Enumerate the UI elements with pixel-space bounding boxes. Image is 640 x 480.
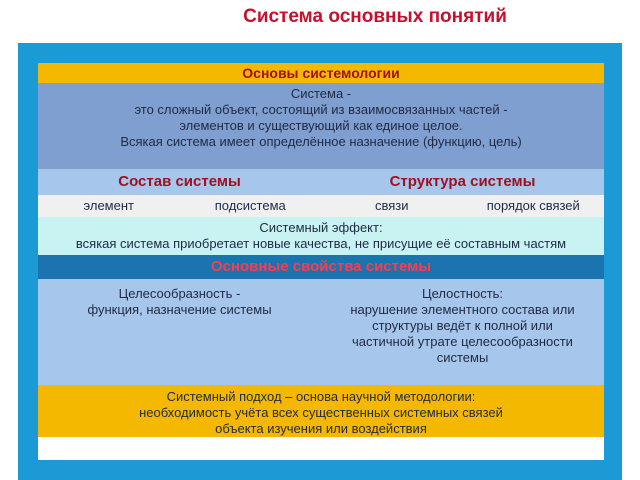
terms-row: [38, 195, 604, 217]
approach-line: Системный подход – основа научной методологии:: [166, 389, 476, 404]
integrity-line: структуры ведёт к полной или: [372, 318, 553, 333]
term-link-order: порядок связей: [486, 198, 580, 213]
effect-line: всякая система приобретает новые качества, не присущие её составным частям: [75, 236, 567, 251]
integrity-line: системы: [436, 350, 489, 365]
purposefulness-line: Целесообразность -: [118, 286, 241, 301]
table-footer-blank: [38, 437, 604, 460]
integrity-line: частичной утрате целесообразности: [352, 334, 573, 349]
properties-heading: Основные свойства системы: [38, 255, 604, 279]
purposefulness-line: функция, назначение системы: [87, 302, 272, 317]
structure-heading: Структура системы: [389, 173, 536, 190]
effect-line: Системный эффект:: [259, 220, 383, 235]
term-links: связи: [374, 198, 409, 213]
integrity-line: нарушение элементного состава или: [350, 302, 575, 317]
properties-row: [38, 279, 604, 385]
definition-line: элементов и существующий как единое целое.: [179, 118, 463, 133]
system-definition: [38, 83, 604, 169]
system-effect: [38, 217, 604, 255]
term-element: элемент: [83, 198, 134, 213]
system-approach: [38, 385, 604, 437]
integrity-cell: [321, 286, 604, 385]
column-headers: [38, 169, 604, 195]
term-subsystem: подсистема: [214, 198, 286, 213]
approach-line: объекта изучения или воздействия: [215, 421, 427, 436]
purposefulness-cell: [38, 286, 321, 385]
definition-line: Система -: [290, 86, 352, 101]
definition-line: Всякая система имеет определённое назначение (функцию, цель): [120, 134, 522, 149]
table-header: Основы системологии: [38, 63, 604, 83]
definition-line: это сложный объект, состоящий из взаимосвязанных частей -: [134, 102, 508, 117]
approach-line: необходимость учёта всех существенных системных связей: [139, 405, 503, 420]
concept-table: [38, 63, 604, 460]
page-title: Система основных понятий: [243, 6, 507, 27]
integrity-line: Целостность:: [421, 286, 504, 301]
composition-heading: Состав системы: [118, 173, 241, 190]
